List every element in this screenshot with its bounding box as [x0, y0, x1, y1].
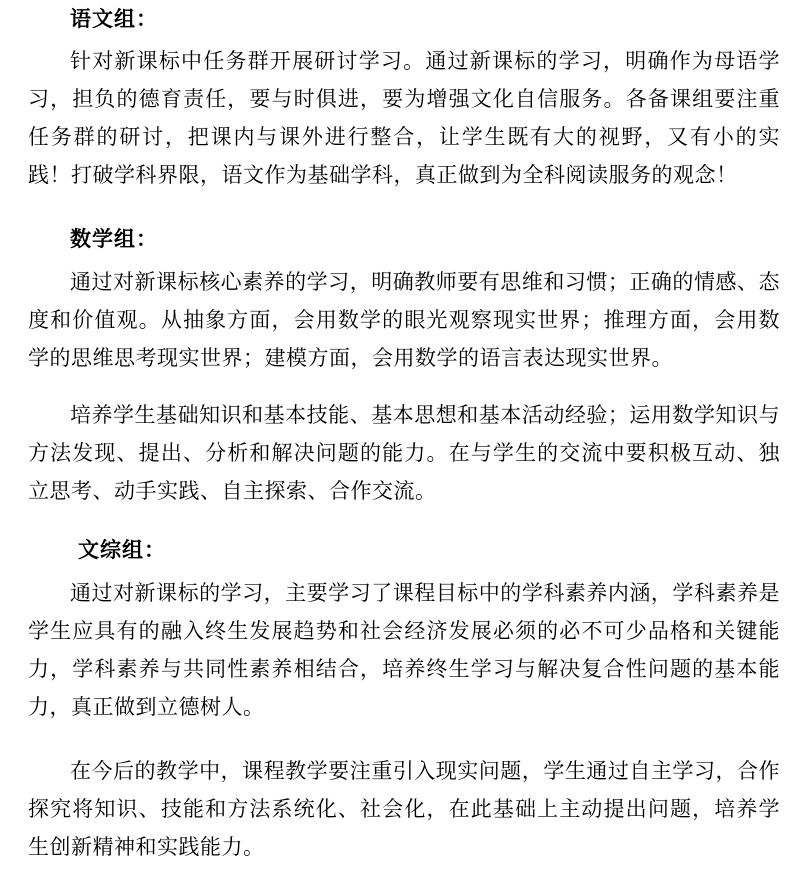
paragraph-chinese-1: 针对新课标中任务群开展研讨学习。通过新课标的学习，明确作为母语学习，担负的德育责任，要与时俱进，要为增强文化自信服务。各备课组要注重任务群的研讨，把课内与课外进行整合，让学生既有大的视野，又有小的实践！打破学科界限，语文作为基础学科，真正做到为全科阅读服务的观念！: [28, 49, 780, 187]
paragraph-liberal-arts-2: 在今后的教学中，课程教学要注重引入现实问题，学生通过自主学习，合作探究将知识、技能和方法系统化、社会化，在此基础上主动提出问题，培养学生创新精神和实践能力。: [28, 759, 780, 859]
paragraph-math-1: 通过对新课标核心素养的学习，明确教师要有思维和习惯；正确的情感、态度和价值观。从抽象方面，会用数学的眼光观察现实世界；推理方面，会用数学的思维思考现实世界；建模方面，会用数学的语言表达现实世界。: [28, 270, 780, 370]
section-heading-liberal-arts: 文综组：: [78, 538, 166, 562]
section-heading-math: 数学组：: [70, 227, 158, 251]
section-heading-chinese: 语文组：: [70, 7, 158, 31]
paragraph-math-2: 培养学生基础知识和基本技能、基本思想和基本活动经验；运用数学知识与方法发现、提出、分析和解决问题的能力。在与学生的交流中要积极互动、独立思考、动手实践、自主探索、合作交流。: [28, 403, 780, 503]
paragraph-liberal-arts-1: 通过对新课标的学习，主要学习了课程目标中的学科素养内涵，学科素养是学生应具有的融入终生发展趋势和社会经济发展必须的必不可少品格和关键能力，学科素养与共同性素养相结合，培养终生学习与解决复合性问题的基本能力，真正做到立德树人。: [28, 581, 780, 719]
